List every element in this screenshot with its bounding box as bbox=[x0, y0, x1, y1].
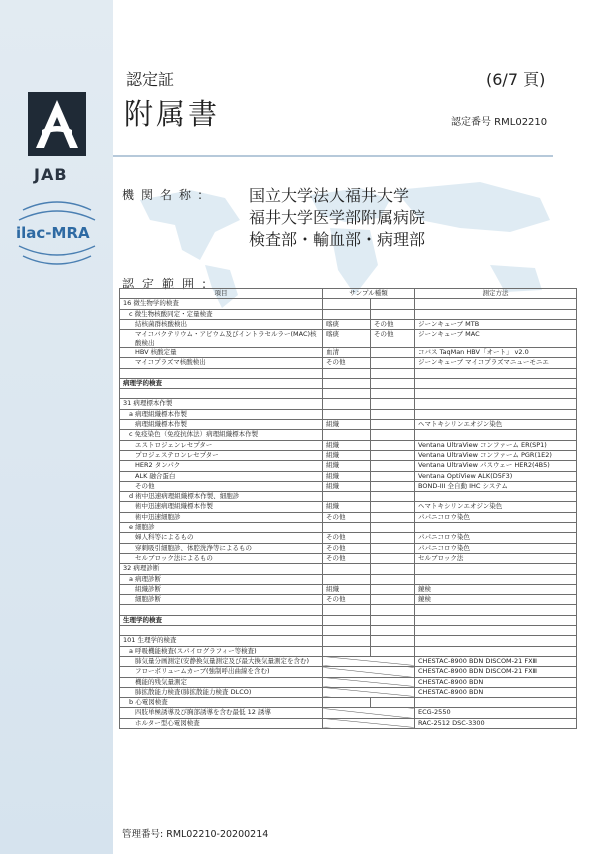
cell-sample-not-applicable bbox=[323, 656, 415, 666]
header-divider bbox=[113, 155, 553, 157]
cell-method: Ventana UltraView コンファーム ER(SP1) bbox=[415, 440, 577, 450]
cell-method bbox=[415, 378, 577, 388]
certificate-label: 認定証 bbox=[126, 70, 175, 89]
cell-item: 31 病理標本作製 bbox=[120, 399, 323, 409]
table-row bbox=[120, 636, 577, 646]
cell-item: c 免疫染色（免疫抗体法）病理組織標本作製 bbox=[120, 430, 323, 440]
cell-sample-1 bbox=[323, 615, 371, 625]
cell-item: 機能的残気量測定 bbox=[120, 677, 323, 687]
column-header-sample: サンプル種類 bbox=[323, 289, 415, 299]
table-header-row bbox=[120, 289, 577, 299]
cell-item: 肺拡散能力検査(肺拡散能力検査 DLCO) bbox=[120, 687, 323, 697]
cell-item: HBV 核酸定量 bbox=[120, 348, 323, 358]
cell-item: ALK 融合蛋白 bbox=[120, 471, 323, 481]
cell-sample-1: 喀痰 bbox=[323, 330, 371, 348]
cell-sample-not-applicable bbox=[323, 687, 415, 697]
cell-method: パパニコロウ染色 bbox=[415, 512, 577, 522]
cell-method bbox=[415, 574, 577, 584]
cell-sample-2 bbox=[371, 543, 415, 553]
table-row bbox=[120, 430, 577, 440]
management-number: 管理番号: RML02210-20200214 bbox=[122, 829, 269, 840]
cell-item: a 呼吸機能検査(スパイログラフィー等検査) bbox=[120, 646, 323, 656]
cell-method: パパニコロウ染色 bbox=[415, 533, 577, 543]
cell-sample-1 bbox=[323, 299, 371, 309]
scope-table-wrapper bbox=[119, 288, 576, 729]
cell-sample-2 bbox=[371, 615, 415, 625]
cell-item: c 微生物核酸同定・定量検査 bbox=[120, 309, 323, 319]
table-row bbox=[120, 553, 577, 563]
section-title: 病理学的検査 bbox=[120, 378, 323, 388]
table-row bbox=[120, 471, 577, 481]
table-row bbox=[120, 656, 577, 666]
cell-sample-2 bbox=[371, 461, 415, 471]
cell-item: その他 bbox=[120, 481, 323, 491]
table-row bbox=[120, 543, 577, 553]
cell-sample-1: 喀痰 bbox=[323, 319, 371, 329]
cell-sample-1 bbox=[323, 309, 371, 319]
cell-sample-not-applicable bbox=[323, 667, 415, 677]
cell-sample-1 bbox=[323, 368, 371, 378]
page-title: 附属書 bbox=[124, 97, 221, 131]
cell-sample-1: 組織 bbox=[323, 584, 371, 594]
cell-sample-1: その他 bbox=[323, 543, 371, 553]
cell-method: ジーンキューブ MTB bbox=[415, 319, 577, 329]
cell-method bbox=[415, 626, 577, 636]
cell-item: 肺気量分画測定(安静換気量測定及び最大換気量測定を含む) bbox=[120, 656, 323, 666]
cell-sample-2 bbox=[371, 299, 415, 309]
cell-sample-1: 組織 bbox=[323, 461, 371, 471]
table-row bbox=[120, 533, 577, 543]
cell-item: e 細胞診 bbox=[120, 523, 323, 533]
cell-item: d 術中迅速病理組織標本作製、細胞診 bbox=[120, 492, 323, 502]
cell-item: マイコプラズマ核酸検出 bbox=[120, 358, 323, 368]
cell-method: ジーンキューブ MAC bbox=[415, 330, 577, 348]
cell-sample-not-applicable bbox=[323, 708, 415, 718]
cell-sample-2 bbox=[371, 584, 415, 594]
table-row bbox=[120, 368, 577, 378]
table-row bbox=[120, 378, 577, 388]
cell-item: フローボリュームカーブ(強制呼出曲線を含む) bbox=[120, 667, 323, 677]
cell-method: ヘマトキシリンエオジン染色 bbox=[415, 502, 577, 512]
cell-sample-2 bbox=[371, 553, 415, 563]
cell-item: 101 生理学的検査 bbox=[120, 636, 323, 646]
cell-sample-1: 組織 bbox=[323, 481, 371, 491]
page-indicator: (6/7 頁) bbox=[486, 70, 546, 89]
table-row bbox=[120, 492, 577, 502]
cell-sample-1 bbox=[323, 430, 371, 440]
cell-item bbox=[120, 605, 323, 615]
cell-sample-1: 組織 bbox=[323, 450, 371, 460]
cell-method bbox=[415, 299, 577, 309]
institution-name-line-3: 検査部・輸血部・病理部 bbox=[249, 230, 426, 249]
cell-method: ECG-2550 bbox=[415, 708, 577, 718]
table-row bbox=[120, 319, 577, 329]
cell-sample-2 bbox=[371, 481, 415, 491]
table-row bbox=[120, 502, 577, 512]
cell-sample-2 bbox=[371, 492, 415, 502]
cell-sample-2 bbox=[371, 512, 415, 522]
cell-method: Ventana UltraView パスウェー HER2(4B5) bbox=[415, 461, 577, 471]
cell-method: 鏡検 bbox=[415, 595, 577, 605]
cell-method bbox=[415, 409, 577, 419]
cell-item: プロジェステロンレセプター bbox=[120, 450, 323, 460]
left-sidebar bbox=[0, 0, 113, 854]
cell-item: 四肢単極誘導及び胸部誘導を含む最低 12 誘導 bbox=[120, 708, 323, 718]
cell-item bbox=[120, 626, 323, 636]
cell-item: ホルター型心電図検査 bbox=[120, 718, 323, 728]
column-header-item: 項目 bbox=[120, 289, 323, 299]
ilac-mra-logo-icon bbox=[13, 190, 101, 276]
table-row bbox=[120, 399, 577, 409]
cell-sample-1 bbox=[323, 636, 371, 646]
cell-sample-1 bbox=[323, 626, 371, 636]
table-row bbox=[120, 440, 577, 450]
table-row bbox=[120, 595, 577, 605]
cell-method bbox=[415, 564, 577, 574]
table-row bbox=[120, 687, 577, 697]
table-row bbox=[120, 523, 577, 533]
cell-sample-not-applicable bbox=[323, 718, 415, 728]
table-row bbox=[120, 358, 577, 368]
institution-name-line-2: 福井大学医学部附属病院 bbox=[249, 208, 426, 227]
cell-method: Ventana OptiView ALK(D5F3) bbox=[415, 471, 577, 481]
cell-method bbox=[415, 389, 577, 399]
table-row bbox=[120, 626, 577, 636]
cell-item: HER2 タンパク bbox=[120, 461, 323, 471]
cell-item: 結核菌群核酸検出 bbox=[120, 319, 323, 329]
cell-item: 16 微生物学的検査 bbox=[120, 299, 323, 309]
cell-sample-1: その他 bbox=[323, 512, 371, 522]
jab-label: JAB bbox=[34, 165, 68, 184]
scope-label: 認定範囲: bbox=[122, 277, 215, 291]
cell-sample-1 bbox=[323, 378, 371, 388]
table-row bbox=[120, 420, 577, 430]
table-row bbox=[120, 564, 577, 574]
cell-sample-1 bbox=[323, 409, 371, 419]
certificate-number: 認定番号 RML02210 bbox=[451, 117, 548, 128]
cell-sample-2 bbox=[371, 574, 415, 584]
cell-item: 32 病理診断 bbox=[120, 564, 323, 574]
cell-item bbox=[120, 389, 323, 399]
cell-sample-2 bbox=[371, 450, 415, 460]
table-row bbox=[120, 574, 577, 584]
cell-sample-not-applicable bbox=[323, 677, 415, 687]
cell-item: 婦人科等によるもの bbox=[120, 533, 323, 543]
cell-sample-1: 組織 bbox=[323, 440, 371, 450]
cell-method bbox=[415, 615, 577, 625]
cell-sample-2: その他 bbox=[371, 319, 415, 329]
cell-sample-1 bbox=[323, 492, 371, 502]
cell-sample-2 bbox=[371, 523, 415, 533]
table-row bbox=[120, 667, 577, 677]
table-row bbox=[120, 309, 577, 319]
cell-method: セルブロック法 bbox=[415, 553, 577, 563]
table-row bbox=[120, 584, 577, 594]
institution-name-line-1: 国立大学法人福井大学 bbox=[249, 186, 410, 205]
cell-item: エストロジェンレセプター bbox=[120, 440, 323, 450]
cell-method: 鏡検 bbox=[415, 584, 577, 594]
cell-item: 術中迅速病理組織標本作製 bbox=[120, 502, 323, 512]
cell-item: 穿刺吸引細胞診、体腔洗浄等によるもの bbox=[120, 543, 323, 553]
table-row bbox=[120, 646, 577, 656]
cell-sample-2 bbox=[371, 368, 415, 378]
scope-table bbox=[119, 288, 577, 729]
cell-method bbox=[415, 636, 577, 646]
cell-sample-2 bbox=[371, 646, 415, 656]
cell-sample-1 bbox=[323, 389, 371, 399]
cell-method: ヘマトキシリンエオジン染色 bbox=[415, 420, 577, 430]
table-row bbox=[120, 615, 577, 625]
table-row bbox=[120, 409, 577, 419]
cell-item bbox=[120, 368, 323, 378]
cell-sample-1 bbox=[323, 646, 371, 656]
cell-sample-1 bbox=[323, 605, 371, 615]
table-row bbox=[120, 299, 577, 309]
cell-sample-1: 組織 bbox=[323, 502, 371, 512]
cell-sample-1: 組織 bbox=[323, 471, 371, 481]
table-row bbox=[120, 330, 577, 348]
cell-sample-2 bbox=[371, 358, 415, 368]
cell-method: Ventana UltraView コンファーム PGR(1E2) bbox=[415, 450, 577, 460]
cell-item: 病理組織標本作製 bbox=[120, 420, 323, 430]
cell-sample-2 bbox=[371, 564, 415, 574]
cell-method bbox=[415, 523, 577, 533]
cell-sample-2 bbox=[371, 471, 415, 481]
cell-sample-2 bbox=[371, 420, 415, 430]
table-row bbox=[120, 481, 577, 491]
cell-method bbox=[415, 309, 577, 319]
cell-sample-2: その他 bbox=[371, 330, 415, 348]
table-row bbox=[120, 348, 577, 358]
cell-sample-2 bbox=[371, 440, 415, 450]
table-row bbox=[120, 605, 577, 615]
cell-sample-2 bbox=[371, 389, 415, 399]
cell-method bbox=[415, 646, 577, 656]
table-row bbox=[120, 450, 577, 460]
jab-logo-icon bbox=[28, 92, 86, 156]
cell-method bbox=[415, 430, 577, 440]
cell-method: パパニコロウ染色 bbox=[415, 543, 577, 553]
cell-method: ジーンキューブ マイコプラズマニューモニエ bbox=[415, 358, 577, 368]
cell-sample-2 bbox=[371, 430, 415, 440]
table-row bbox=[120, 708, 577, 718]
cell-sample-1 bbox=[323, 574, 371, 584]
cell-sample-1: その他 bbox=[323, 358, 371, 368]
cell-sample-2 bbox=[371, 636, 415, 646]
cell-sample-2 bbox=[371, 378, 415, 388]
ilac-label: ilac-MRA bbox=[16, 224, 90, 242]
cell-item: 細胞診断 bbox=[120, 595, 323, 605]
institution-label: 機関名称: bbox=[122, 188, 210, 202]
cell-sample-2 bbox=[371, 409, 415, 419]
cell-method: BOND-III 全自動 IHC システム bbox=[415, 481, 577, 491]
cell-sample-2 bbox=[371, 533, 415, 543]
table-row bbox=[120, 512, 577, 522]
cell-method bbox=[415, 399, 577, 409]
table-row bbox=[120, 461, 577, 471]
cell-sample-1 bbox=[323, 564, 371, 574]
cell-method bbox=[415, 698, 577, 708]
section-title: 生理学的検査 bbox=[120, 615, 323, 625]
cell-method: CHESTAC-8900 BDN DISCOM-21 FXⅢ bbox=[415, 667, 577, 677]
cell-item: 組織診断 bbox=[120, 584, 323, 594]
cell-sample-1 bbox=[323, 523, 371, 533]
cell-sample-2 bbox=[371, 595, 415, 605]
cell-sample-2 bbox=[371, 698, 415, 708]
cell-sample-1 bbox=[323, 698, 371, 708]
cell-method: RAC-2512 DSC-3300 bbox=[415, 718, 577, 728]
cell-item: b 心電図検査 bbox=[120, 698, 323, 708]
cell-item: a 病理診断 bbox=[120, 574, 323, 584]
table-row bbox=[120, 389, 577, 399]
cell-method bbox=[415, 492, 577, 502]
cell-method: CHESTAC-8900 BDN bbox=[415, 687, 577, 697]
cell-sample-1: その他 bbox=[323, 595, 371, 605]
cell-sample-2 bbox=[371, 502, 415, 512]
table-row bbox=[120, 698, 577, 708]
cell-sample-2 bbox=[371, 309, 415, 319]
cell-sample-2 bbox=[371, 348, 415, 358]
cell-sample-2 bbox=[371, 626, 415, 636]
cell-method bbox=[415, 368, 577, 378]
table-row bbox=[120, 677, 577, 687]
cell-item: 術中迅速細胞診 bbox=[120, 512, 323, 522]
cell-sample-2 bbox=[371, 399, 415, 409]
cell-method: コバス TaqMan HBV「オート」 v2.0 bbox=[415, 348, 577, 358]
cell-item: マイコバクテリウム・アビウム及びイントラセルラー(MAC)核酸検出 bbox=[120, 330, 323, 348]
cell-sample-1: 組織 bbox=[323, 420, 371, 430]
cell-sample-1: その他 bbox=[323, 553, 371, 563]
cell-method: CHESTAC-8900 BDN DISCOM-21 FXⅢ bbox=[415, 656, 577, 666]
cell-method: CHESTAC-8900 BDN bbox=[415, 677, 577, 687]
cell-sample-2 bbox=[371, 605, 415, 615]
cell-sample-1 bbox=[323, 399, 371, 409]
table-row bbox=[120, 718, 577, 728]
column-header-method: 測定方法 bbox=[415, 289, 577, 299]
cell-sample-1: その他 bbox=[323, 533, 371, 543]
cell-item: a 病理組織標本作製 bbox=[120, 409, 323, 419]
cell-item: セルブロック法によるもの bbox=[120, 553, 323, 563]
cell-method bbox=[415, 605, 577, 615]
cell-sample-1: 血清 bbox=[323, 348, 371, 358]
